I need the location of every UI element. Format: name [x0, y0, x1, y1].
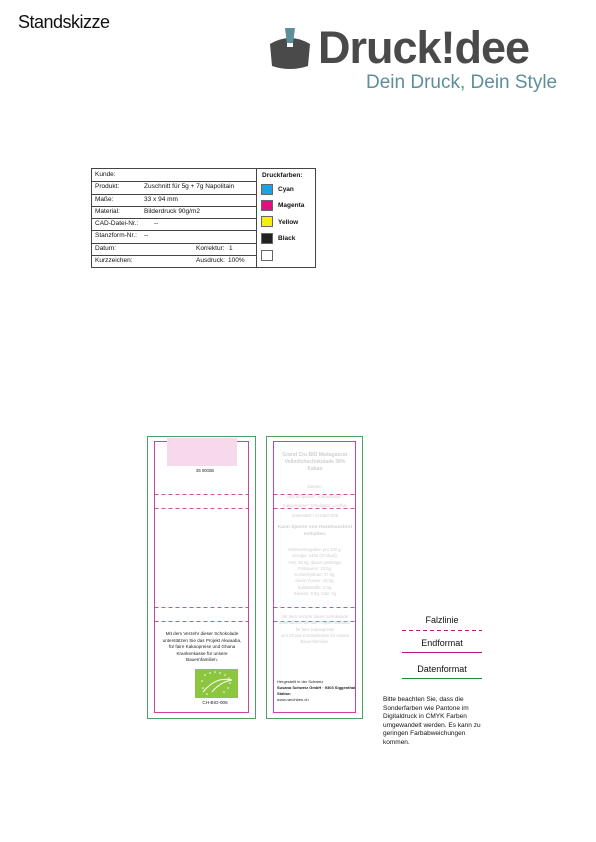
nutrition-line: davon Zucker: 46.0g,: [295, 578, 335, 584]
color-label: Cyan: [278, 186, 294, 193]
row-value-secondary: 100%: [228, 256, 245, 264]
producer-line: Hergestellt in der Schweiz: [277, 679, 324, 684]
row-value: --: [144, 232, 149, 240]
ingredients-line: unterstützt / CH-BIO-006: [291, 512, 339, 518]
color-label: Yellow: [278, 219, 299, 226]
color-notice: Bitte beachten Sie, dass die Sonderfarben wie Pantone im Digitaldruck in CMYK Farben umgewandelt werden. Es kann zu geringen Farbabweichungen kommen.: [383, 696, 481, 746]
row-label: Datum:: [95, 244, 116, 252]
nutrition-line: Kohlenhydrate: 47.0g,: [294, 572, 336, 578]
legend-label-data-format: Datenformat: [417, 664, 467, 674]
right-panel-project-text: [277, 614, 353, 645]
project-line: Mit dem Verzehr dieser Schokolade: [281, 614, 349, 619]
logo-tagline: Dein Druck, Dein Style: [366, 72, 558, 93]
row-label: Stanzform-Nr.:: [95, 232, 137, 240]
row-label: Produkt:: [95, 183, 120, 191]
color-label: Magenta: [278, 202, 305, 209]
left-panel-text: Mit dem Verzehr dieser Schokolade unterstützen Sie das Projekt Akwaaba, für faire Kakaopreise und Ghana Krankenkasse für unsere Bauernfamilien.: [162, 631, 242, 662]
nutrition-line: Eiweiss: 8.0g, Salz: 0g: [293, 591, 337, 597]
ingredients-line: Kakaomasse*, Emulgator: Lecithin: [282, 503, 347, 508]
eu-bio-logo: [195, 669, 238, 698]
ingredients-line: Zutaten:: [307, 484, 323, 489]
row-label-secondary: Ausdruck:: [196, 256, 225, 264]
row-label: Maße:: [95, 195, 114, 203]
left-panel-code: 35 0002B: [196, 468, 214, 473]
row-value: Bilderdruck 90g/m2: [144, 207, 200, 215]
print-colors-heading: Druckfarben:: [262, 172, 303, 179]
legend-label-end-format: Endformat: [421, 638, 463, 648]
producer-line: www.ranchbee.ch: [277, 697, 309, 702]
color-label: Black: [278, 235, 296, 242]
row-value: Zuschnitt für 5g + 7g Napolitain: [144, 183, 235, 191]
row-value: 33 x 94 mm: [144, 195, 178, 203]
right-panel-allergen: Kann Spuren von Haselnussbrot enthalten.: [277, 525, 353, 537]
row-label: Material:: [95, 207, 120, 215]
project-line: und Ghana Krankenkasse für unsere: [280, 632, 350, 638]
legend-label-fold: Falzlinie: [425, 615, 459, 625]
row-label: CAD-Datei-Nr.:: [95, 220, 139, 227]
row-label: Kunde:: [95, 171, 116, 178]
row-label: Kurzzeichen:: [95, 256, 133, 264]
right-panel-producer: [277, 679, 357, 703]
nutrition-line: Ballaststoffe: 2.0g,: [297, 584, 333, 590]
row-value: --: [154, 220, 159, 227]
page-title: Standskizze: [18, 12, 110, 32]
left-panel-pink-block: [167, 438, 237, 466]
project-line: Bauernfamilien.: [300, 639, 330, 645]
right-panel-nutrition: [277, 547, 353, 597]
row-label-secondary: Korrektur:: [196, 244, 225, 252]
nutrition-line: Energie: 2405 (574kcal),: [292, 553, 338, 559]
row-value-secondary: 1: [229, 244, 233, 252]
right-panel-ingredients: [277, 484, 353, 519]
right-panel-heading: Grand Cru BIO Madagascar Vollmilchschokolade 38% Kakao: [282, 452, 348, 472]
project-line: unterstützen Sie das Projekt Akwaaba,: [279, 620, 351, 626]
nutrition-line: Fettsäuren: 23.0g,: [298, 565, 332, 571]
project-line: für faire Kakaopreise: [295, 626, 335, 632]
nutrition-line: Nährwertangaben pro 100 g:: [288, 547, 342, 552]
nutrition-line: Fett: 38.0g, davon gesättigte: [288, 559, 342, 565]
logo-wordmark: Druck!dee: [318, 22, 530, 73]
left-panel-bio-code: CH-BIO-006: [202, 700, 228, 705]
producer-line: Susana Schweiz GmbH · 9303 Siggenthal Station: [277, 685, 356, 696]
ingredients-line: Vollmilchpulver*, Kakaobutter*,: [286, 493, 344, 499]
